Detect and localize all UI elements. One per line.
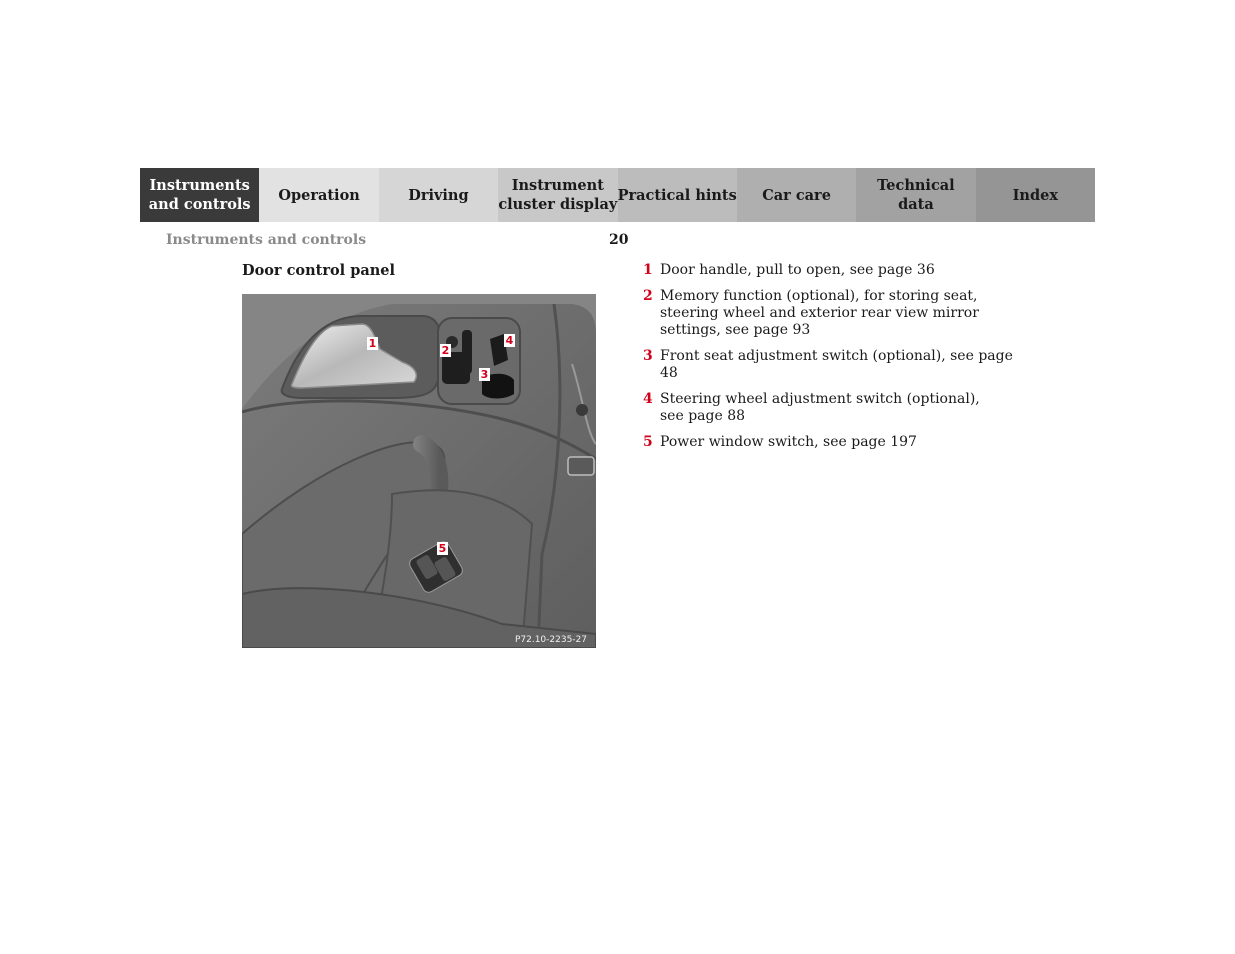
item-number: 1 xyxy=(643,262,653,278)
item-text: Steering wheel adjustment switch (optional), see page 88 xyxy=(660,391,980,424)
callout-4: 4 xyxy=(505,334,514,347)
list-item xyxy=(640,391,1020,425)
tab-driving[interactable]: Driving xyxy=(379,168,498,222)
item-text: Front seat adjustment switch (optional), see page 48 xyxy=(660,348,1013,381)
page-number: 20 xyxy=(609,232,629,248)
item-text: Power window switch, see page 197 xyxy=(660,434,917,450)
top-navigation xyxy=(140,168,1095,222)
tab-operation[interactable]: Operation xyxy=(259,168,378,222)
item-number: 3 xyxy=(643,348,653,364)
item-number: 5 xyxy=(643,434,653,450)
item-number: 4 xyxy=(643,391,653,407)
page-heading: Door control panel xyxy=(242,262,396,279)
tab-index[interactable]: Index xyxy=(976,168,1095,222)
door-panel-drawing xyxy=(242,294,596,648)
callout-5: 5 xyxy=(438,542,447,555)
door-panel-illustration xyxy=(242,294,596,648)
callout-1: 1 xyxy=(368,337,377,350)
list-item xyxy=(640,348,1020,382)
list-item xyxy=(640,434,1020,451)
figure-code: P72.10-2235-27 xyxy=(514,635,587,645)
callout-2: 2 xyxy=(441,344,450,357)
list-item xyxy=(640,262,1020,279)
item-text: Memory function (optional), for storing seat, steering wheel and exterior rear view mirror settings, see page 93 xyxy=(660,288,979,338)
list-item xyxy=(640,288,1020,339)
item-number: 2 xyxy=(643,288,653,304)
section-title: Instruments and controls xyxy=(166,232,367,248)
tab-practical-hints[interactable]: Practical hints xyxy=(618,168,737,222)
tab-instrument-cluster-display[interactable]: Instrument cluster display xyxy=(498,168,617,222)
tab-technical-data[interactable]: Technical data xyxy=(856,168,975,222)
tab-instruments-and-controls[interactable]: Instruments and controls xyxy=(140,168,259,222)
tab-car-care[interactable]: Car care xyxy=(737,168,856,222)
legend-list xyxy=(640,262,1020,460)
item-text: Door handle, pull to open, see page 36 xyxy=(660,262,935,278)
callout-3: 3 xyxy=(480,368,489,381)
